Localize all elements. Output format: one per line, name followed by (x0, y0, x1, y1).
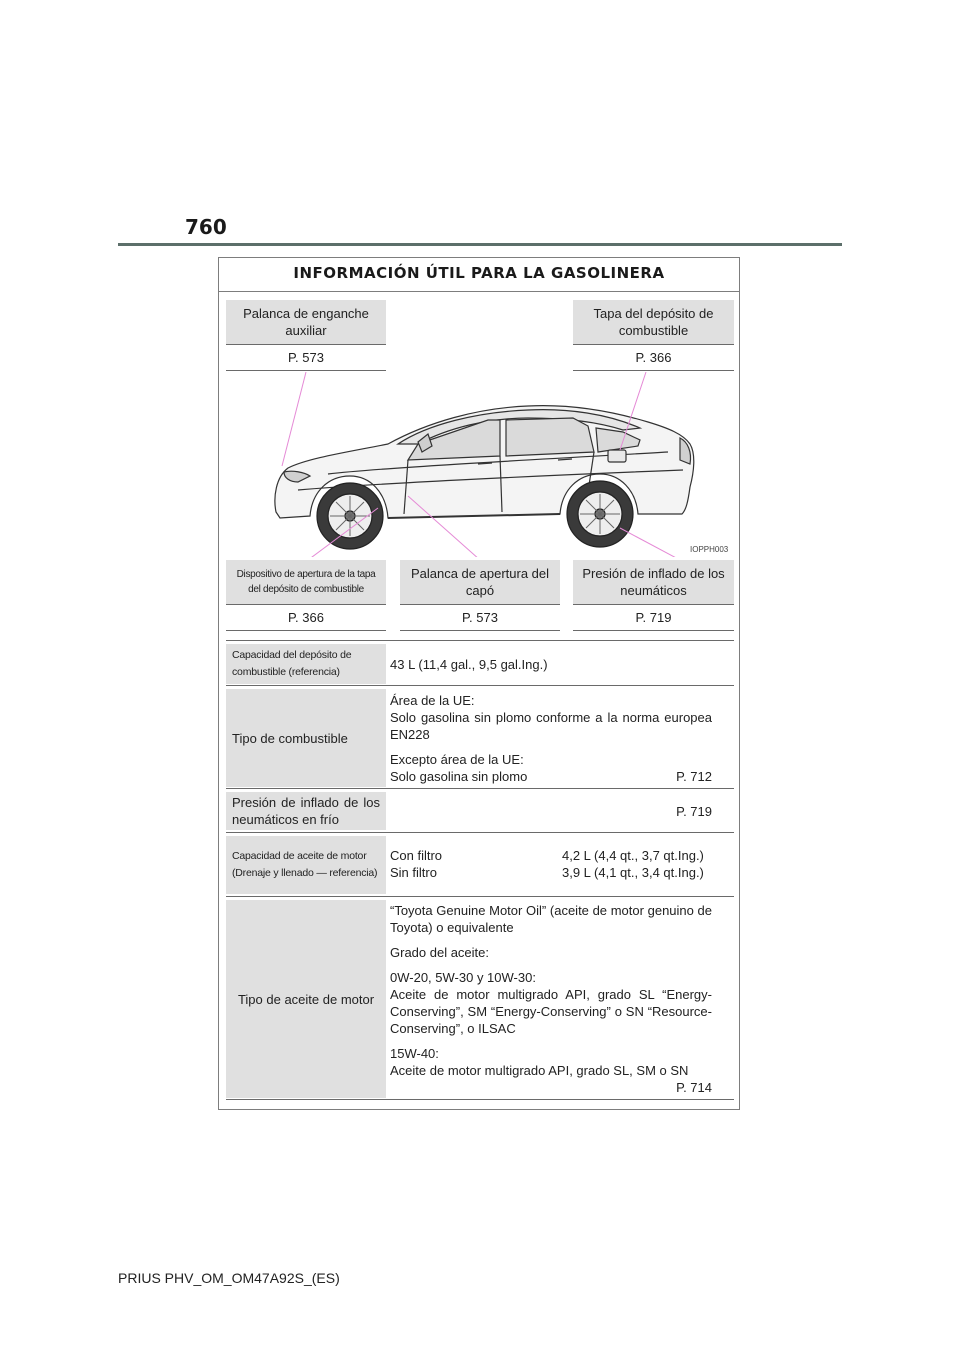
callout-fuel-cap-ref: P. 366 (573, 345, 734, 371)
page-footer: PRIUS PHV_OM_OM47A92S_(ES) (118, 1270, 340, 1286)
spec-value-tank: 43 L (11,4 gal., 9,5 gal.Ing.) (390, 657, 548, 672)
spec-value-fuel-type (390, 692, 712, 785)
fuel-eu-area: Área de la UE: (390, 693, 475, 708)
callout-hood-lever: Palanca de apertura del capó (400, 560, 560, 604)
panel-title: INFORMACIÓN ÚTIL PARA LA GASOLINERA (218, 258, 740, 292)
callout-fuel-door-opener: Dispositivo de apertura de la tapa del depósito de combustible (226, 560, 386, 604)
spec-label-tire-cold: Presión de inflado de los neumáticos en frío (226, 792, 386, 830)
fuel-non-eu-text: Solo gasolina sin plomo (390, 769, 528, 784)
spec-label-tank: Capacidad del depósito de combustible (referencia) (226, 644, 386, 684)
table-top-rule (226, 640, 734, 641)
table-row-rule (226, 896, 734, 897)
oil-with-filter-value: 4,2 L (4,4 qt., 3,7 qt.Ing.) (562, 848, 704, 863)
oil-type-text-1: “Toyota Genuine Motor Oil” (aceite de motor genuino de Toyota) o equivalente (390, 903, 712, 935)
car-illustration (228, 372, 728, 557)
callout-aux-latch-ref: P. 573 (226, 345, 386, 371)
oil-grade-text-2: Aceite de motor multigrado API, grado SL, SM o SN (390, 1063, 689, 1078)
spec-label-oil-type: Tipo de aceite de motor (226, 900, 386, 1098)
callout-aux-latch: Palanca de enganche auxiliar (226, 300, 386, 344)
table-bottom-rule (226, 1099, 734, 1100)
spec-label-fuel-type: Tipo de combustible (226, 689, 386, 787)
spec-value-oil-type (390, 902, 712, 1096)
table-row-rule (226, 832, 734, 833)
callout-fuel-cap: Tapa del depósito de combustible (573, 300, 734, 344)
spec-value-oil-capacity (390, 847, 712, 881)
oil-grade-head-1: 0W-20, 5W-30 y 10W-30: (390, 970, 536, 985)
oil-without-filter-value: 3,9 L (4,1 qt., 3,4 qt.Ing.) (562, 865, 704, 880)
image-code: IOPPH003 (690, 545, 729, 554)
fuel-type-ref: P. 712 (676, 769, 712, 784)
oil-without-filter: Sin filtro (390, 865, 437, 880)
callout-fuel-door-opener-ref: P. 366 (226, 605, 386, 631)
header-rule (118, 243, 842, 246)
table-row-rule (226, 788, 734, 789)
fuel-non-eu-area: Excepto área de la UE: (390, 752, 524, 767)
fuel-eu-text: Solo gasolina sin plomo conforme a la norma europea EN228 (390, 710, 712, 742)
callout-hood-lever-ref: P. 573 (400, 605, 560, 631)
page-number: 760 (185, 215, 227, 239)
callout-tire-pressure: Presión de inflado de los neumáticos (573, 560, 734, 604)
spec-label-oil-capacity: Capacidad de aceite de motor (Drenaje y llenado — referencia) (226, 836, 386, 894)
oil-with-filter: Con filtro (390, 848, 443, 863)
spec-value-tire-cold-ref: P. 719 (676, 804, 712, 819)
table-row-rule (226, 685, 734, 686)
oil-type-ref: P. 714 (676, 1080, 712, 1095)
oil-grade-text-1: Aceite de motor multigrado API, grado SL “Energy-Conserving”, SM “Energy-Conserving” o SN “Resource-Conserving”, o ILSAC (390, 987, 712, 1036)
oil-type-text-2: Grado del aceite: (390, 945, 490, 960)
callout-tire-pressure-ref: P. 719 (573, 605, 734, 631)
oil-grade-head-2: 15W-40: (390, 1046, 439, 1061)
